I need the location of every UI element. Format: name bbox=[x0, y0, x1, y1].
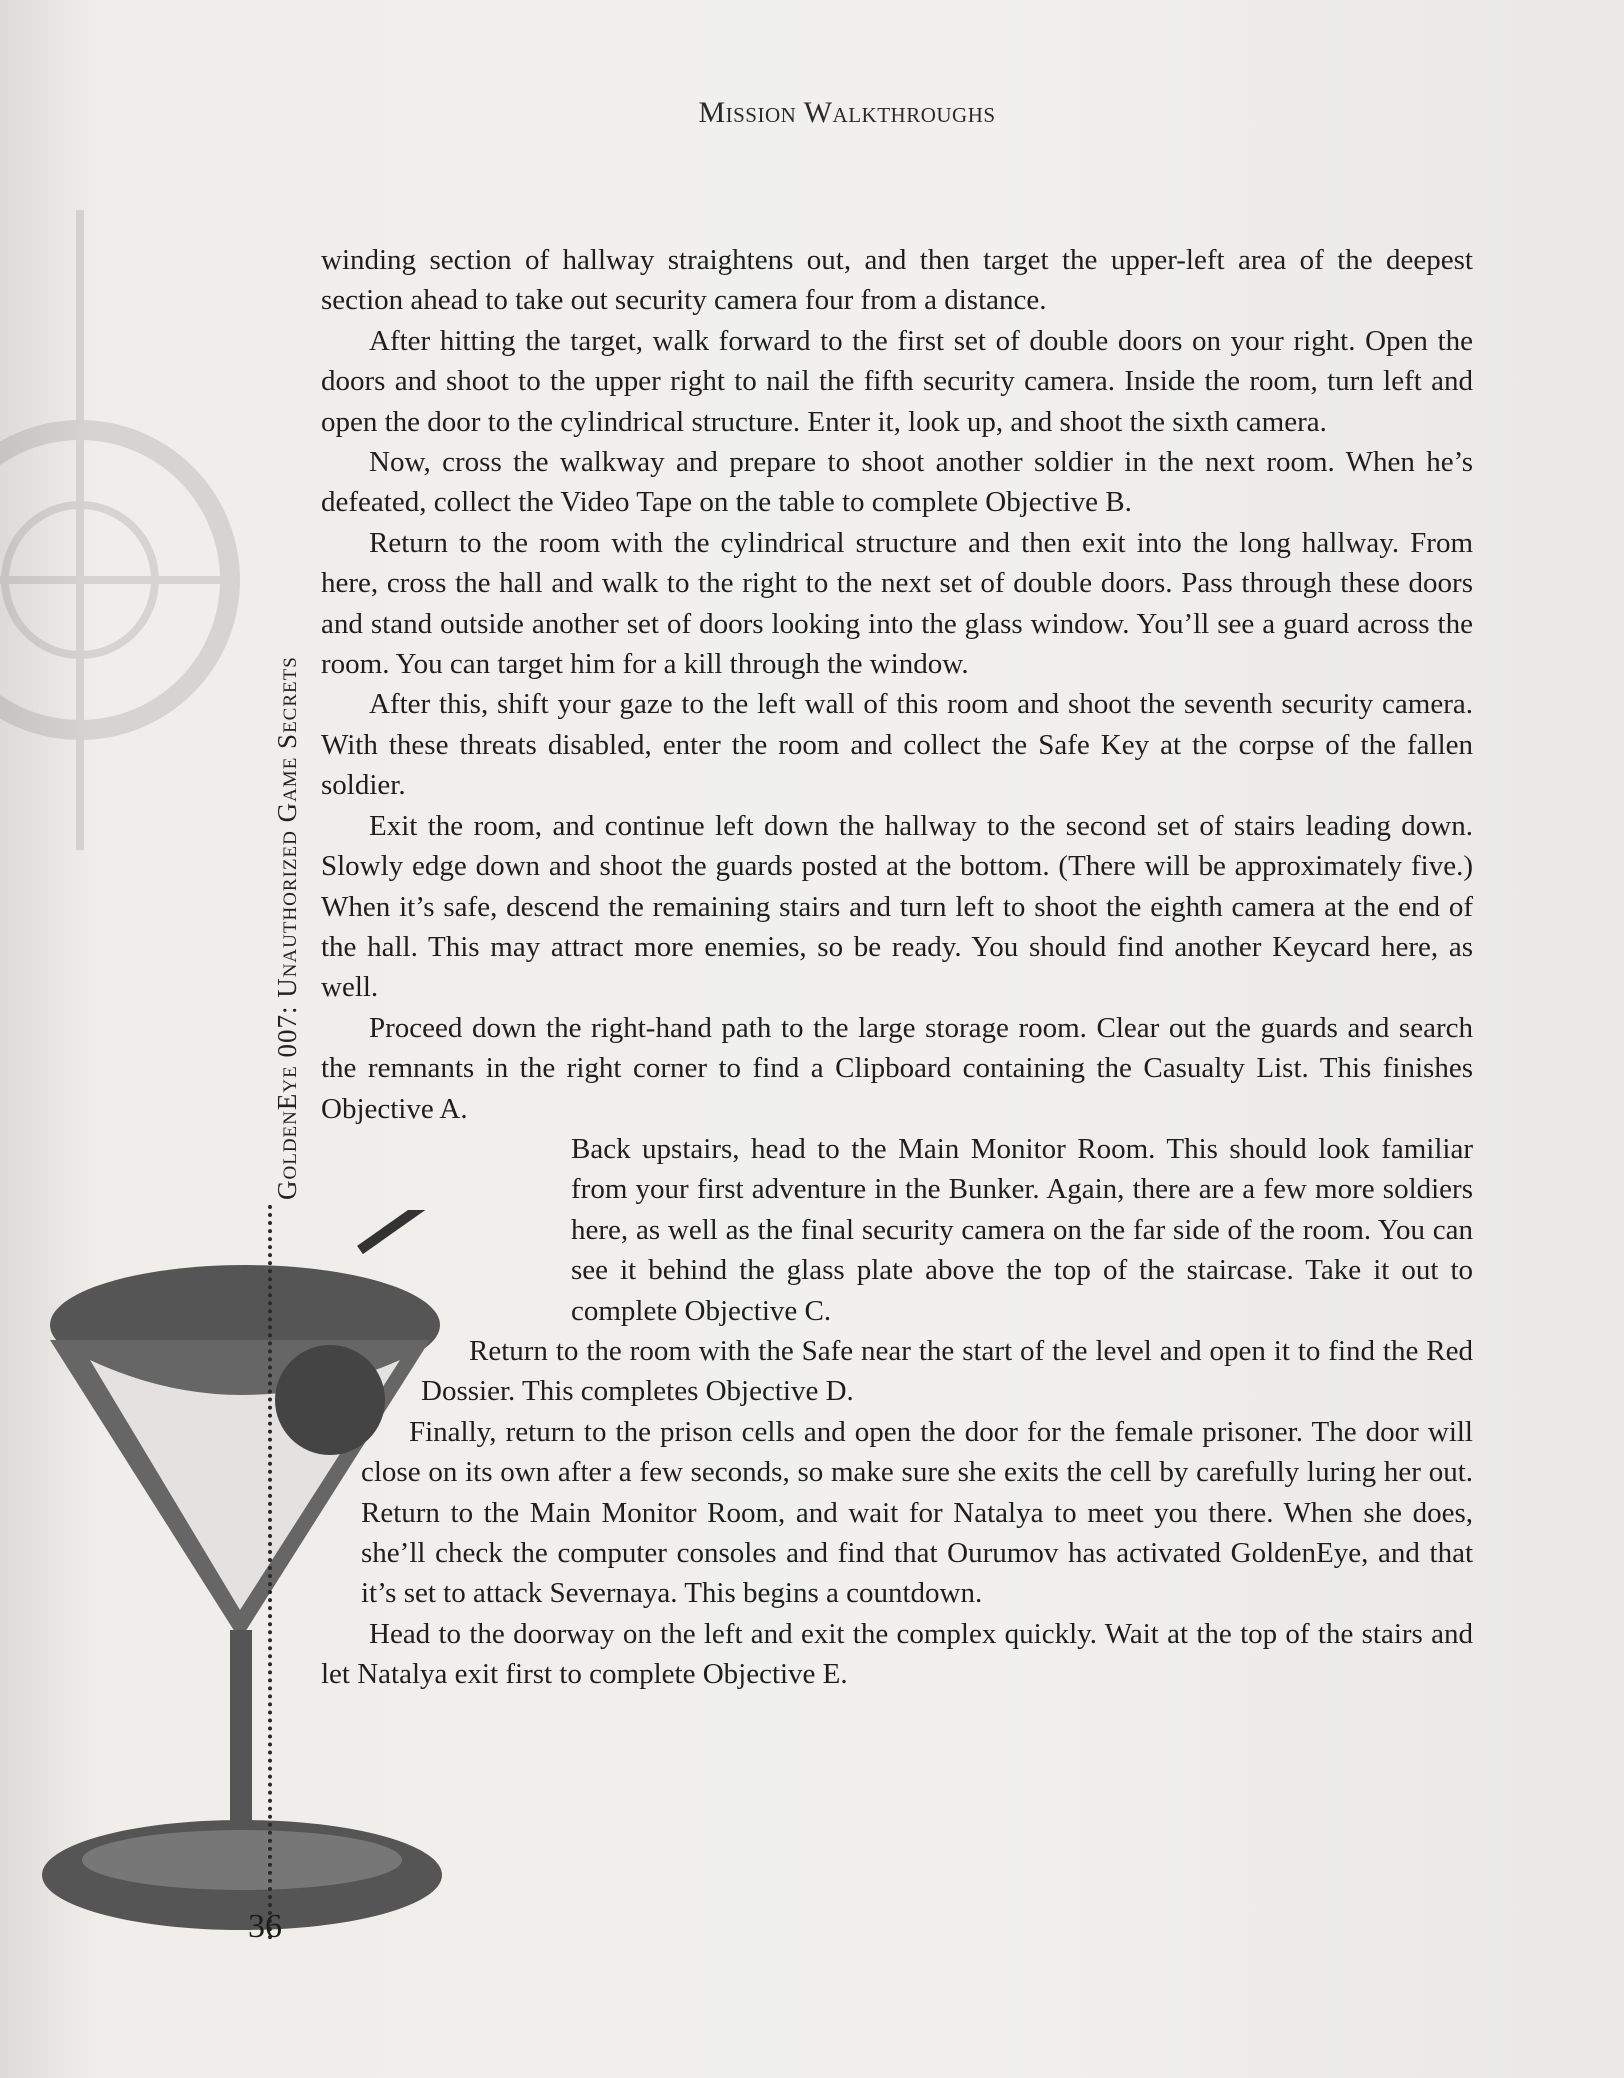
book-title-spine: GoldenEye 007: Unauthorized Game Secrets bbox=[272, 656, 302, 1200]
paragraph: Proceed down the right-hand path to the large storage room. Clear out the guards and search the remnants in the right corner to find a Clipboard containing the Casualty List. This finishes Objective A. bbox=[321, 1011, 1473, 1125]
page-number: 36 bbox=[248, 1908, 282, 1945]
paragraph: Now, cross the walkway and prepare to shoot another soldier in the next room. When he’s defeated, collect the Video Tape on the table to complete Objective B. bbox=[321, 446, 1473, 519]
paragraph: Finally, return to the prison cells and open the door for the female prisoner. The door will close on its own after a few seconds, so make sure she exits the cell by carefully luring her out. Return to the Main Monitor Room, and wait for Natalya to meet you there. When she does, she’ll check the computer consoles and find that Ourumov has activated GoldenEye, and that it’s set to attack Severnaya. This begins a countdown. bbox=[361, 1415, 1473, 1610]
paragraph: Back upstairs, head to the Main Monitor Room. This should look familiar from your first adventure in the Bunker. Again, there are a few more soldiers here, as well as the final security camera on the far side of the room. You can see it behind the glass plate above the top of the staircase. Take it out to complete Objective C. bbox=[571, 1132, 1473, 1327]
dotted-rule bbox=[268, 1205, 272, 1940]
paragraph: After this, shift your gaze to the left wall of this room and shoot the seventh security camera. With these threats disabled, enter the room and collect the Safe Key at the corpse of the fallen soldier. bbox=[321, 688, 1473, 802]
paragraph: After hitting the target, walk forward to the first set of double doors on your right. Open the doors and shoot to the upper right to nail the fifth security camera. Inside the room, turn left and open the door to the cylindrical structure. Enter it, look up, and shoot the sixth camera. bbox=[321, 324, 1473, 438]
paragraph: Exit the room, and continue left down the hallway to the second set of stairs leading down. Slowly edge down and shoot the guards posted at the bottom. (There will be approximately five.) When it’s safe, descend the remaining stairs and turn left to shoot the eighth camera at the end of the hall. This may attract more enemies, so be ready. You should find another Keycard here, as well. bbox=[321, 809, 1473, 1004]
paragraph: winding section of hallway straightens out, and then target the upper-left area of the deepest section ahead to take out security camera four from a distance. bbox=[321, 244, 1473, 317]
page-header: Mission Walkthroughs bbox=[698, 96, 996, 129]
paragraph: Return to the room with the cylindrical structure and then exit into the long hallway. From here, cross the hall and walk to the right to the next set of double doors. Pass through these doors and stand outside another set of doors looking into the glass window. You’ll see a guard across the room. You can target him for a kill through the window. bbox=[321, 526, 1473, 681]
martini-glass-icon bbox=[30, 1210, 450, 1940]
crosshair-watermark-icon bbox=[0, 150, 300, 850]
paragraph: Return to the room with the Safe near the start of the level and open it to find the Red Dossier. This completes Objective D. bbox=[421, 1334, 1473, 1408]
body-text bbox=[321, 240, 1473, 1695]
paragraph: Head to the doorway on the left and exit the complex quickly. Wait at the top of the stairs and let Natalya exit first to complete Objective E. bbox=[321, 1617, 1473, 1691]
